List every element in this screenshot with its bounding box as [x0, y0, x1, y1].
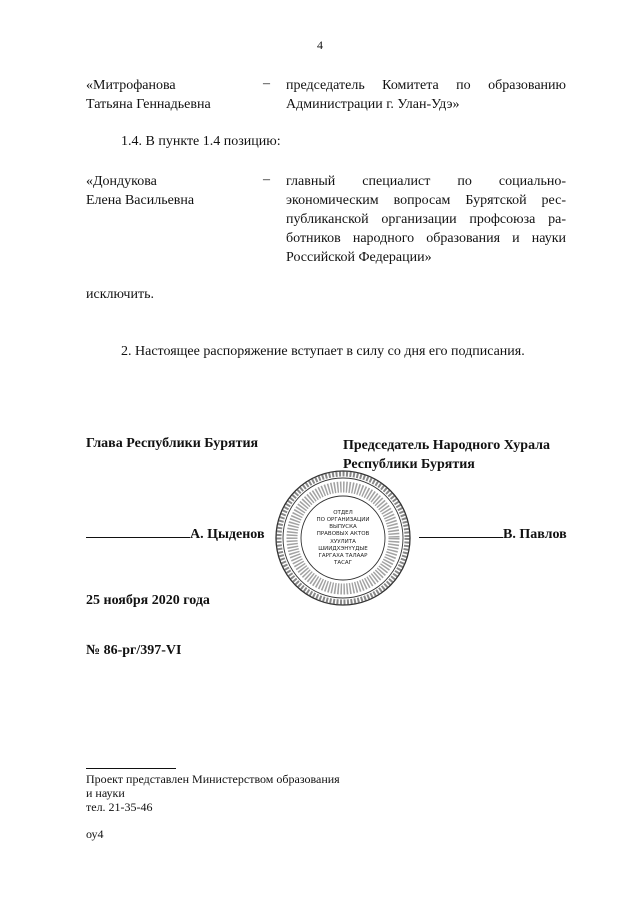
right-signature [419, 525, 567, 543]
entry1-name-line1: «Митрофанова [86, 78, 176, 93]
entry2-desc-line: главный специалист по социально- [286, 174, 566, 189]
footnote-line3: тел. 21-35-46 [86, 800, 153, 814]
footnote [86, 772, 340, 814]
right-title-line1: Председатель Народного Хурала [343, 438, 551, 453]
entry1-description [286, 76, 566, 114]
document-date: 25 ноября 2020 года [86, 593, 210, 608]
entry2-name [86, 172, 266, 210]
seal-text-line: ПО ОРГАНИЗАЦИИ [316, 517, 370, 523]
entry2-description [286, 172, 566, 267]
seal-text-line: ПРАВОВЫХ АКТОВ [316, 531, 370, 537]
official-seal [273, 468, 413, 608]
document-number: № 86-рг/397-VI [86, 643, 182, 658]
entry2-desc-line: Российской Федерации» [286, 250, 432, 265]
entry1-desc-line: Администрации г. Улан-Удэ» [286, 97, 460, 112]
entry2-name-line1: «Дондукова [86, 174, 157, 189]
footnote-line2: и науки [86, 786, 125, 800]
seal-text-line: ОТДЕЛ [333, 510, 353, 516]
left-signature [86, 525, 265, 543]
page-number: 4 [317, 38, 323, 52]
document-code: оу4 [86, 827, 104, 841]
entry2-desc-line: экономическим вопросам Бурятской рес- [286, 193, 566, 208]
entry2-desc-line: ботников народного образования и науки [286, 231, 566, 246]
entry2-dash: – [263, 172, 270, 187]
seal-text-line: ШИИДХЭНҮҮДЫЕ [318, 546, 368, 552]
seal-text-line: ВЫПУСКА [329, 524, 357, 530]
footnote-line1: Проект представлен Министерством образования [86, 772, 340, 786]
item-2: 2. Настоящее распоряжение вступает в силу со дня его подписания. [121, 344, 525, 359]
footnote-divider [86, 768, 176, 769]
entry1-dash: – [263, 76, 270, 91]
item-1-4: 1.4. В пункте 1.4 позицию: [121, 134, 281, 149]
left-signature-line [86, 525, 190, 538]
left-signatory-name: А. Цыденов [190, 527, 265, 542]
entry2-name-line2: Елена Васильевна [86, 193, 195, 208]
right-title-line2: Республики Бурятия [343, 457, 475, 472]
exclude-text: исключить. [86, 287, 154, 302]
entry2-desc-line: публиканской организации профсоюза ра- [286, 212, 566, 227]
entry1-name [86, 76, 266, 114]
entry1-desc-line: председатель Комитета по образованию [286, 78, 566, 93]
seal-text-line: ГАРГАХА ТАЛААР [318, 553, 368, 559]
right-signatory-name: В. Павлов [503, 527, 567, 542]
seal-text-line: ХУУЛИТА [330, 539, 356, 545]
seal-text-line: ТАСАГ [333, 560, 353, 566]
left-signatory-title: Глава Республики Бурятия [86, 436, 259, 451]
entry1-name-line2: Татьяна Геннадьевна [86, 97, 211, 112]
right-signature-line [419, 525, 503, 538]
